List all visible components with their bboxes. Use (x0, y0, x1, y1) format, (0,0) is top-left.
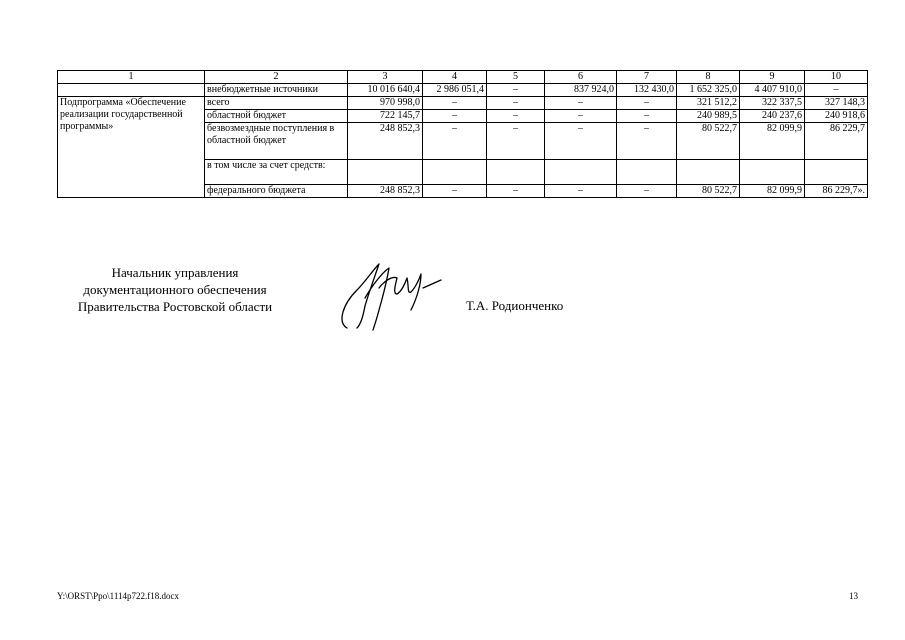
table-cell: 82 099,9 (740, 123, 805, 160)
table-cell: 321 512,2 (677, 97, 740, 110)
subprogram-name: Подпрограмма «Обеспечение реализации государственной программы» (58, 97, 205, 198)
handwritten-signature (335, 258, 450, 338)
table-cell: – (617, 110, 677, 123)
table-cell: – (617, 185, 677, 198)
column-number: 7 (617, 71, 677, 84)
table-cell: – (617, 97, 677, 110)
column-number: 10 (805, 71, 868, 84)
table-cell (487, 160, 545, 185)
table-row (58, 97, 868, 110)
column-number: 3 (348, 71, 423, 84)
table-cell: – (545, 123, 617, 160)
table-cell: – (545, 97, 617, 110)
table-cell: 2 986 051,4 (423, 84, 487, 97)
source-label: внебюджетные источники (205, 84, 348, 97)
table-cell: 80 522,7 (677, 185, 740, 198)
table-cell: 86 229,7 (805, 123, 868, 160)
table-row (58, 84, 868, 97)
source-label: в том числе за счет средств: (205, 160, 348, 185)
table-cell: 82 099,9 (740, 185, 805, 198)
page-number: 13 (849, 591, 858, 601)
signer-position-line: Правительства Ростовской области (77, 299, 273, 314)
table-cell: – (487, 185, 545, 198)
table-cell (423, 160, 487, 185)
table-cell: – (487, 97, 545, 110)
column-number: 9 (740, 71, 805, 84)
footer-file-path: Y:\ORST\Ppo\1114p722.f18.docx (57, 591, 180, 601)
table-cell: – (423, 123, 487, 160)
table-cell: – (545, 110, 617, 123)
column-number: 4 (423, 71, 487, 84)
table-cell: 327 148,3 (805, 97, 868, 110)
table-cell: 240 989,5 (677, 110, 740, 123)
column-number: 5 (487, 71, 545, 84)
table-cell: 322 337,5 (740, 97, 805, 110)
table-cell: – (423, 185, 487, 198)
column-number: 1 (58, 71, 205, 84)
column-number: 8 (677, 71, 740, 84)
column-number: 2 (205, 71, 348, 84)
table-cell: – (423, 97, 487, 110)
table-cell: 80 522,7 (677, 123, 740, 160)
source-label: всего (205, 97, 348, 110)
table-cell (617, 160, 677, 185)
signer-name: Т.А. Родионченко (466, 298, 564, 313)
source-label: безвозмездные поступления в областной бюджет (205, 123, 348, 160)
signer-position (60, 264, 290, 315)
table-cell: 10 016 640,4 (348, 84, 423, 97)
table-cell: 722 145,7 (348, 110, 423, 123)
table-cell: – (487, 84, 545, 97)
table-cell: 837 924,0 (545, 84, 617, 97)
table-cell: – (545, 185, 617, 198)
signer-position-line: документационного обеспечения (83, 282, 267, 297)
table-cell: 248 852,3 (348, 123, 423, 160)
table-cell: 240 918,6 (805, 110, 868, 123)
table-cell: 1 652 325,0 (677, 84, 740, 97)
table-cell (348, 160, 423, 185)
table-cell (545, 160, 617, 185)
source-label: областной бюджет (205, 110, 348, 123)
table-cell: 970 998,0 (348, 97, 423, 110)
table-cell: – (805, 84, 868, 97)
table-cell: 86 229,7». (805, 185, 868, 198)
table-cell: 248 852,3 (348, 185, 423, 198)
table-cell: – (423, 110, 487, 123)
table-cell (805, 160, 868, 185)
table-cell (740, 160, 805, 185)
table-cell: 4 407 910,0 (740, 84, 805, 97)
signer-position-line: Начальник управления (111, 265, 239, 280)
table-cell: 132 430,0 (617, 84, 677, 97)
table-cell: 240 237,6 (740, 110, 805, 123)
table-cell (58, 84, 205, 97)
table-cell: – (487, 123, 545, 160)
table-cell (677, 160, 740, 185)
table-header-row (58, 71, 868, 84)
column-number: 6 (545, 71, 617, 84)
table-cell: – (487, 110, 545, 123)
source-label: федерального бюджета (205, 185, 348, 198)
table-cell: – (617, 123, 677, 160)
budget-table (57, 70, 868, 198)
